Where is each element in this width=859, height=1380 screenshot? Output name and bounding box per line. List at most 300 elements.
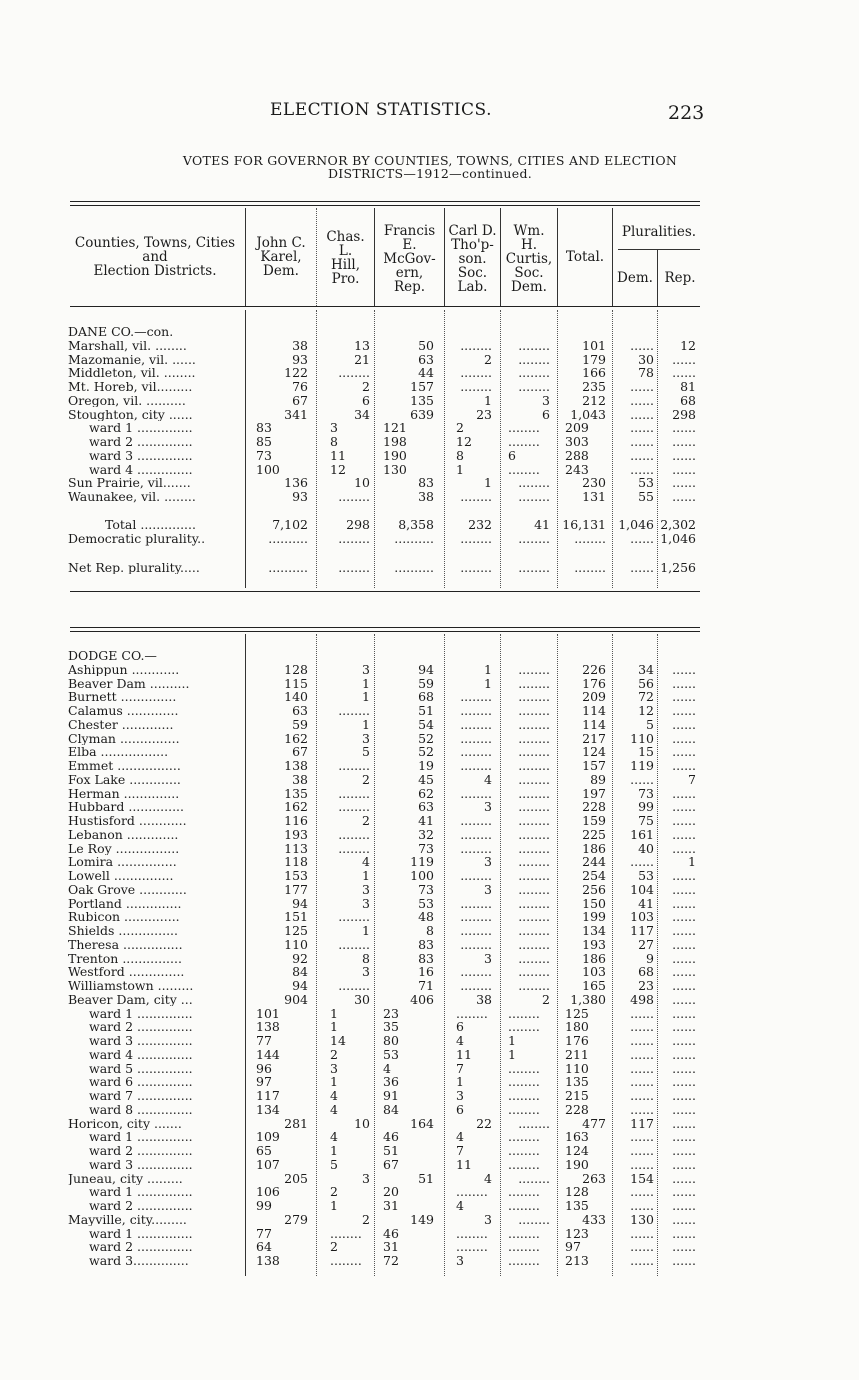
curtis-votes: ........ (518, 826, 550, 842)
karel-votes: 100 (256, 461, 280, 477)
header-bottom-rule (70, 306, 700, 307)
hill-votes: ........ (338, 489, 370, 504)
curtis-votes: ........ (508, 1184, 540, 1200)
curtis-votes: ........ (518, 840, 550, 856)
table-row (0, 339, 859, 353)
karel-votes: 117 (256, 1088, 280, 1103)
karel-votes: 110 (284, 936, 308, 952)
header-mcgovern-line: Francis (383, 223, 436, 239)
total-votes: 263 (582, 1170, 606, 1186)
rep-plurality: ...... (672, 881, 696, 897)
district-label: Beaver Dam .......... (68, 676, 190, 691)
hill-votes: ........ (330, 1253, 362, 1268)
karel-votes: 122 (284, 365, 308, 381)
rep-plurality: ...... (672, 434, 696, 449)
mcgovern-votes: 157 (410, 379, 434, 394)
thompson-votes: ........ (460, 895, 492, 911)
thompson-votes: 1 (456, 1074, 464, 1090)
karel-votes: 99 (256, 1198, 272, 1213)
thompson-votes: 4 (456, 1198, 464, 1213)
hill-votes: 3 (362, 730, 370, 746)
rep-plurality: ...... (672, 1046, 696, 1062)
rep-plurality: ...... (672, 1005, 696, 1021)
dem-plurality: ...... (630, 1033, 654, 1048)
total-votes: 211 (565, 1046, 589, 1062)
curtis-votes: ........ (518, 744, 550, 760)
rep-plurality: 7 (688, 771, 696, 787)
table-row (0, 938, 859, 952)
table-row (0, 518, 859, 532)
thompson-votes: 1 (456, 461, 464, 477)
dem-plurality: ...... (630, 1239, 654, 1255)
curtis-votes: ........ (518, 475, 550, 491)
total-votes: 433 (582, 1211, 606, 1227)
curtis-votes: ........ (508, 1156, 540, 1172)
mcgovern-votes: 41 (418, 813, 434, 828)
total-votes: 128 (565, 1184, 589, 1200)
total-votes: 166 (582, 365, 606, 381)
thompson-votes: 3 (484, 854, 492, 870)
table-title (60, 154, 800, 180)
rep-plurality: ...... (672, 351, 696, 367)
total-votes: 150 (582, 895, 606, 911)
header-thompson-line: Soc. (457, 265, 488, 281)
hill-votes: 8 (362, 950, 370, 966)
district-label: Marshall, vil. ........ (68, 338, 187, 353)
dem-plurality: ...... (630, 1046, 654, 1062)
karel-votes: 38 (292, 771, 308, 787)
karel-votes: 904 (284, 991, 308, 1007)
thompson-votes: ........ (460, 758, 492, 773)
hill-votes: 1 (362, 675, 370, 691)
table-row (0, 800, 859, 814)
karel-votes: 193 (284, 826, 308, 842)
hill-votes: 1 (330, 1019, 338, 1035)
rep-plurality: ...... (672, 1088, 696, 1103)
thompson-votes: 2 (484, 351, 492, 367)
total-votes: 190 (565, 1156, 589, 1172)
thompson-votes: 1 (484, 675, 492, 691)
curtis-votes: ........ (518, 813, 550, 828)
header-thompson (445, 224, 500, 294)
header-mcgovern-line: McGov- (383, 251, 436, 267)
curtis-votes: 6 (508, 447, 516, 463)
mcgovern-votes: 50 (418, 337, 434, 353)
rep-plurality: ...... (672, 895, 696, 911)
district-label: Herman .............. (68, 786, 180, 801)
thompson-votes: ........ (460, 909, 492, 925)
rep-plurality: ...... (672, 716, 696, 732)
total-votes: 124 (565, 1143, 589, 1158)
karel-votes: 107 (256, 1156, 280, 1172)
thompson-votes: ........ (460, 559, 492, 575)
dem-plurality: 119 (630, 758, 654, 773)
dem-plurality: ...... (630, 1253, 654, 1268)
hill-votes: 5 (362, 744, 370, 760)
dem-plurality: 154 (630, 1170, 654, 1186)
page-header (0, 100, 859, 124)
dodge-county-rows (0, 649, 859, 1268)
district-label: DODGE CO.— (68, 649, 157, 663)
district-label: Portland .............. (68, 896, 182, 911)
dem-plurality: 55 (638, 489, 654, 504)
mcgovern-votes: 72 (383, 1253, 399, 1268)
dem-plurality: 117 (630, 923, 654, 938)
karel-votes: 77 (256, 1033, 272, 1048)
mcgovern-votes: 67 (383, 1156, 399, 1172)
total-votes: 193 (582, 936, 606, 952)
curtis-votes: ........ (518, 923, 550, 938)
district-label: Rubicon .............. (68, 910, 180, 924)
karel-votes: 341 (284, 406, 308, 422)
karel-votes: 59 (292, 716, 308, 732)
curtis-votes: 1 (508, 1033, 516, 1048)
ward-row (0, 449, 859, 463)
dem-plurality: 99 (638, 799, 654, 815)
ward-row (0, 1158, 859, 1172)
dem-plurality: 130 (630, 1211, 654, 1227)
total-votes: 199 (582, 909, 606, 925)
header-hill-line: Pro. (331, 271, 360, 287)
curtis-votes: 3 (542, 392, 550, 408)
dem-plurality: ...... (630, 1060, 654, 1076)
table-row (0, 690, 859, 704)
ward-row (0, 1062, 859, 1076)
curtis-votes: ........ (518, 730, 550, 746)
ward-row (0, 1240, 859, 1254)
table-row (0, 476, 859, 490)
karel-votes: 116 (284, 813, 308, 828)
mcgovern-votes: 23 (383, 1005, 399, 1021)
mcgovern-votes: 94 (418, 661, 434, 677)
district-label: Total .............. (105, 518, 196, 532)
hill-votes: 298 (346, 517, 370, 532)
mcgovern-votes: 8,358 (398, 517, 434, 532)
table-row (0, 855, 859, 869)
rep-plurality: ...... (672, 936, 696, 952)
dem-plurality: 27 (638, 936, 654, 952)
district-label: Net Rep. plurality..... (68, 560, 200, 575)
dem-plurality: ...... (630, 1184, 654, 1200)
hill-votes: 12 (330, 461, 346, 477)
dem-plurality: ...... (630, 392, 654, 408)
rep-plurality: ...... (672, 744, 696, 760)
total-votes: 89 (590, 771, 606, 787)
curtis-votes: ........ (518, 675, 550, 691)
header-hill-line: Chas. (326, 229, 365, 245)
hill-votes: 3 (362, 661, 370, 677)
mcgovern-votes: 54 (418, 716, 434, 732)
mcgovern-votes: 135 (410, 392, 434, 408)
mcgovern-votes: 190 (383, 447, 407, 463)
total-votes: 16,131 (562, 517, 606, 532)
district-label: ward 1 .............. (89, 1185, 193, 1199)
dem-plurality: 40 (638, 840, 654, 856)
header-curtis (501, 224, 557, 294)
total-votes: 110 (565, 1060, 589, 1076)
curtis-votes: ........ (518, 365, 550, 381)
mcgovern-votes: 44 (418, 365, 434, 381)
district-label: ward 7 .............. (89, 1089, 193, 1103)
total-votes: 254 (582, 868, 606, 883)
karel-votes: 73 (256, 447, 272, 463)
dem-plurality: ...... (630, 1129, 654, 1145)
mcgovern-votes: 20 (383, 1184, 399, 1200)
karel-votes: 279 (284, 1211, 308, 1227)
curtis-votes: ........ (518, 559, 550, 575)
rep-plurality: ...... (672, 365, 696, 381)
district-label: Le Roy ................ (68, 841, 180, 856)
rep-plurality: 1,256 (660, 559, 696, 575)
running-title: ELECTION STATISTICS. (270, 100, 492, 120)
dem-plurality: ...... (630, 1143, 654, 1158)
ward-row (0, 1075, 859, 1089)
hill-votes: ........ (338, 559, 370, 575)
thompson-votes: ........ (460, 936, 492, 952)
ward-row (0, 1034, 859, 1048)
karel-votes: 115 (284, 675, 308, 691)
karel-votes: 138 (284, 758, 308, 773)
table-row (0, 1213, 859, 1227)
hill-votes: 10 (354, 1115, 370, 1131)
header-mcgovern (375, 224, 444, 294)
hill-votes: 1 (362, 716, 370, 732)
mcgovern-votes: 45 (418, 771, 434, 787)
header-hill (317, 230, 374, 286)
rep-plurality: ...... (672, 799, 696, 815)
hill-votes: 14 (330, 1033, 346, 1048)
ward-row (0, 1048, 859, 1062)
rep-plurality: ...... (672, 758, 696, 773)
karel-votes: 67 (292, 392, 308, 408)
district-label: Lebanon ............. (68, 827, 179, 842)
total-votes: 135 (565, 1074, 589, 1090)
karel-votes: 76 (292, 379, 308, 394)
rep-plurality: ...... (672, 840, 696, 856)
thompson-votes: ........ (460, 365, 492, 381)
mcgovern-votes: 63 (418, 351, 434, 367)
total-votes: 123 (565, 1225, 589, 1241)
karel-votes: 77 (256, 1225, 272, 1241)
curtis-votes: ........ (518, 1211, 550, 1227)
mcgovern-votes: 53 (418, 895, 434, 911)
thompson-votes: 23 (476, 406, 492, 422)
table-top-rule (70, 201, 700, 202)
mcgovern-votes: .......... (394, 559, 434, 575)
curtis-votes: ........ (508, 1143, 540, 1158)
mcgovern-votes: 46 (383, 1129, 399, 1145)
karel-votes: 162 (284, 799, 308, 815)
mcgovern-votes: 91 (383, 1088, 399, 1103)
header-curtis-line: H. (520, 237, 538, 253)
district-label: ward 2 .............. (89, 1020, 193, 1034)
curtis-votes: ........ (518, 771, 550, 787)
district-label: Clyman ............... (68, 731, 180, 746)
curtis-votes: ........ (508, 1225, 540, 1241)
curtis-votes: ........ (508, 461, 540, 477)
mcgovern-votes: 31 (383, 1198, 399, 1213)
mcgovern-votes: 35 (383, 1019, 399, 1035)
ward-row (0, 435, 859, 449)
curtis-votes: ........ (508, 1253, 540, 1268)
thompson-votes: ........ (460, 716, 492, 732)
curtis-votes: ........ (518, 909, 550, 925)
district-label: Hustisford ............ (68, 814, 187, 828)
total-votes: 244 (582, 854, 606, 870)
thompson-votes: ........ (460, 703, 492, 718)
thompson-votes: ........ (460, 489, 492, 504)
karel-votes: .......... (268, 531, 308, 547)
district-label: Horicon, city ....... (68, 1116, 182, 1131)
total-votes: ........ (574, 559, 606, 575)
karel-votes: 83 (256, 420, 272, 436)
district-label: ward 5 .............. (89, 1061, 193, 1076)
district-label: Williamstown ......... (68, 979, 194, 993)
table-row (0, 490, 859, 504)
total-votes: 114 (582, 703, 606, 718)
hill-votes: ........ (338, 909, 370, 925)
district-label: ward 4 .............. (89, 462, 193, 477)
table-row (0, 842, 859, 856)
header-karel-line: Karel, (260, 249, 302, 265)
thompson-votes: ........ (460, 689, 492, 705)
dem-plurality: ...... (630, 447, 654, 463)
header-thompson-line: son. (458, 251, 487, 267)
dem-plurality: 9 (646, 950, 654, 966)
header-curtis-line: Soc. (514, 265, 544, 281)
karel-votes: 63 (292, 703, 308, 718)
curtis-votes: ........ (518, 799, 550, 815)
table-row (0, 718, 859, 732)
col-sep (612, 208, 613, 306)
total-votes: 209 (565, 420, 589, 436)
karel-votes: 85 (256, 434, 272, 449)
rep-plurality: ...... (672, 489, 696, 504)
rep-plurality: ...... (672, 1239, 696, 1255)
thompson-votes: 11 (456, 1046, 472, 1062)
mcgovern-votes: 51 (383, 1143, 399, 1158)
rep-plurality: ...... (672, 675, 696, 691)
hill-votes: 34 (354, 406, 370, 422)
hill-votes: 1 (330, 1143, 338, 1158)
rep-plurality: ...... (672, 991, 696, 1007)
rep-plurality: ...... (672, 1170, 696, 1186)
hill-votes: 6 (362, 392, 370, 408)
curtis-votes: ........ (508, 1129, 540, 1145)
rep-plurality: ...... (672, 447, 696, 463)
header-thompson-line: Carl D. (448, 223, 497, 239)
hill-votes: ........ (338, 840, 370, 856)
district-label: ward 8 .............. (89, 1102, 193, 1117)
thompson-votes: ........ (460, 813, 492, 828)
rep-plurality: ...... (672, 950, 696, 966)
karel-votes: 135 (284, 785, 308, 801)
table-row (0, 561, 859, 575)
karel-votes: 84 (292, 964, 308, 980)
table-row (0, 408, 859, 422)
total-votes: 209 (582, 689, 606, 705)
hill-votes: 1 (362, 868, 370, 883)
mcgovern-votes: 130 (383, 461, 407, 477)
hill-votes: 5 (330, 1156, 338, 1172)
total-votes: 228 (582, 799, 606, 815)
header-mcgovern-line: Rep. (393, 279, 426, 295)
hill-votes: 2 (362, 813, 370, 828)
total-votes: 163 (565, 1129, 589, 1145)
dodge-top-rule (70, 627, 700, 628)
hill-votes: 3 (362, 1170, 370, 1186)
header-district-line: Election Districts. (93, 263, 217, 279)
dem-plurality: 56 (638, 675, 654, 691)
district-label: Oregon, vil. .......... (68, 393, 186, 408)
karel-votes: 140 (284, 689, 308, 705)
thompson-votes: 6 (456, 1101, 464, 1117)
hill-votes: 4 (362, 854, 370, 870)
dane-county-rows (0, 325, 859, 504)
hill-votes: ........ (338, 826, 370, 842)
karel-votes: .......... (268, 559, 308, 575)
dem-plurality: 78 (638, 365, 654, 381)
district-label: ward 4 .............. (89, 1047, 193, 1062)
hill-votes: ........ (330, 1225, 362, 1241)
hill-votes: 3 (362, 895, 370, 911)
mcgovern-votes: 83 (418, 475, 434, 491)
total-votes: 157 (582, 758, 606, 773)
rep-plurality: ...... (672, 1019, 696, 1035)
dem-plurality: ...... (630, 337, 654, 353)
dem-plurality: ...... (630, 1156, 654, 1172)
thompson-votes: 4 (456, 1033, 464, 1048)
header-karel (246, 236, 316, 278)
rep-plurality: ...... (672, 1033, 696, 1048)
table-row (0, 704, 859, 718)
table-top-rule-inner (70, 205, 700, 206)
mcgovern-votes: 51 (418, 703, 434, 718)
rep-plurality: ...... (672, 703, 696, 718)
rep-plurality: ...... (672, 785, 696, 801)
rep-plurality: ...... (672, 420, 696, 436)
curtis-votes: ........ (518, 964, 550, 980)
karel-votes: 177 (284, 881, 308, 897)
mcgovern-votes: 198 (383, 434, 407, 449)
dane-end-rule (70, 591, 700, 592)
mcgovern-votes: .......... (394, 531, 434, 547)
karel-votes: 94 (292, 895, 308, 911)
dem-plurality: 53 (638, 868, 654, 883)
hill-votes: 2 (362, 771, 370, 787)
thompson-votes: ........ (456, 1184, 488, 1200)
karel-votes: 134 (256, 1101, 280, 1117)
table-row (0, 532, 859, 546)
thompson-votes: 12 (456, 434, 472, 449)
table-row (0, 993, 859, 1007)
rep-plurality: ...... (672, 1074, 696, 1090)
karel-votes: 138 (256, 1019, 280, 1035)
thompson-votes: 1 (484, 392, 492, 408)
thompson-votes: 3 (456, 1088, 464, 1103)
karel-votes: 151 (284, 909, 308, 925)
dem-plurality: 104 (630, 881, 654, 897)
mcgovern-votes: 63 (418, 799, 434, 815)
karel-votes: 113 (284, 840, 308, 856)
table-row (0, 965, 859, 979)
mcgovern-votes: 100 (410, 868, 434, 883)
dem-plurality: ...... (630, 379, 654, 394)
hill-votes: 2 (362, 1211, 370, 1227)
hill-votes: 8 (330, 434, 338, 449)
thompson-votes: 6 (456, 1019, 464, 1035)
total-votes: 1,043 (570, 406, 606, 422)
